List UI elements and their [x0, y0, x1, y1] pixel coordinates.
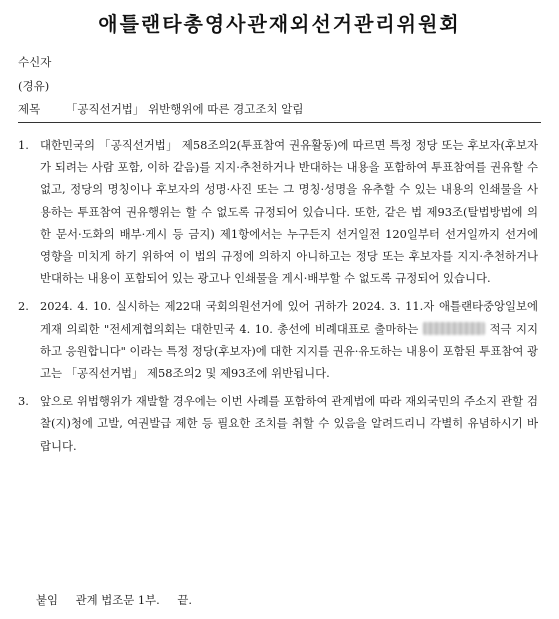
paragraph-text: 2024. 4. 10. 실시하는 제22대 국회의원선거에 있어 귀하가 2024. 3. 11.자 애틀랜타중앙일보에 게재 의뢰한 "전세계협의회는 대한민국 4. 10. 총선에 비례대표로 출마하는	[40, 299, 538, 336]
letter-body	[18, 134, 538, 457]
recipient-label: 수신자	[18, 55, 52, 69]
paragraph-text: 적극 지지하고 응원합니다" 이라는 특정 정당(후보자)에 대한 지지를 권유·유도하는 내용이 포함된 투표참여 광고는 「공직선거법」 제58조의2 및 제93조에 위반됩니다.	[40, 321, 538, 381]
paragraph-text: 대한민국의 「공직선거법」 제58조의2(투표참여 권유활동)에 따르면 특정 정당 또는 후보자(후보자가 되려는 사람 포함, 이하 같음)를 지지·추천하거나 반대하는 내용을 포함하여 투표참여를 권유할 수 없고, 정당의 명칭이나 후보자의 성명·사진 또는 그 명칭·성명을 유추할 수 있는 내용의 인쇄물을 사용하는 투표참여 권유행위는 할 수 없도록 규정되어 있습니다. 또한, 같은 법 제93조(탈법방법에 의한 문서·도화의 배부·게시 등 금지) 제1항에서는 누구든지 선거일전 120일부터 선거일까지 선거에 영향을 미치게 하기 위하여 이 법의 규정에 의하지 아니하고는 정당 또는 후보자를 지지·추천하거나 반대하는 내용이 포함되어 있는 광고나 인쇄물을 게시·배부할 수 없도록 규정되어 있습니다.	[40, 138, 538, 286]
paragraph-3	[18, 390, 538, 457]
attachment-text: 관계 법조문 1부.	[75, 593, 160, 607]
paragraph-number: 2.	[18, 299, 29, 314]
paragraph-number: 3.	[18, 394, 29, 409]
attachment-line	[36, 592, 192, 608]
via-label: (경유)	[18, 79, 50, 93]
paragraph-2	[18, 295, 538, 384]
end-mark: 끝.	[177, 593, 193, 607]
paragraph-text: 앞으로 위법행위가 재발할 경우에는 이번 사례를 포함하여 관계법에 따라 재외국민의 주소지 관할 검찰(지)청에 고발, 여권발급 제한 등 필요한 조치를 취할 수 있음을 알려드리니 각별히 유념하시기 바랍니다.	[40, 394, 538, 453]
redacted-name	[423, 322, 485, 335]
paragraph-1	[18, 134, 538, 289]
subject-row	[18, 101, 303, 117]
document-title: 애틀랜타총영사관재외선거관리위원회	[98, 12, 461, 36]
paragraph-number: 1.	[18, 138, 29, 152]
subject-text: 「공직선거법」 위반행위에 따른 경고조치 알림	[65, 102, 304, 116]
subject-label: 제목	[18, 102, 41, 116]
header-divider	[18, 122, 541, 123]
attachment-label: 붙임	[36, 593, 59, 607]
